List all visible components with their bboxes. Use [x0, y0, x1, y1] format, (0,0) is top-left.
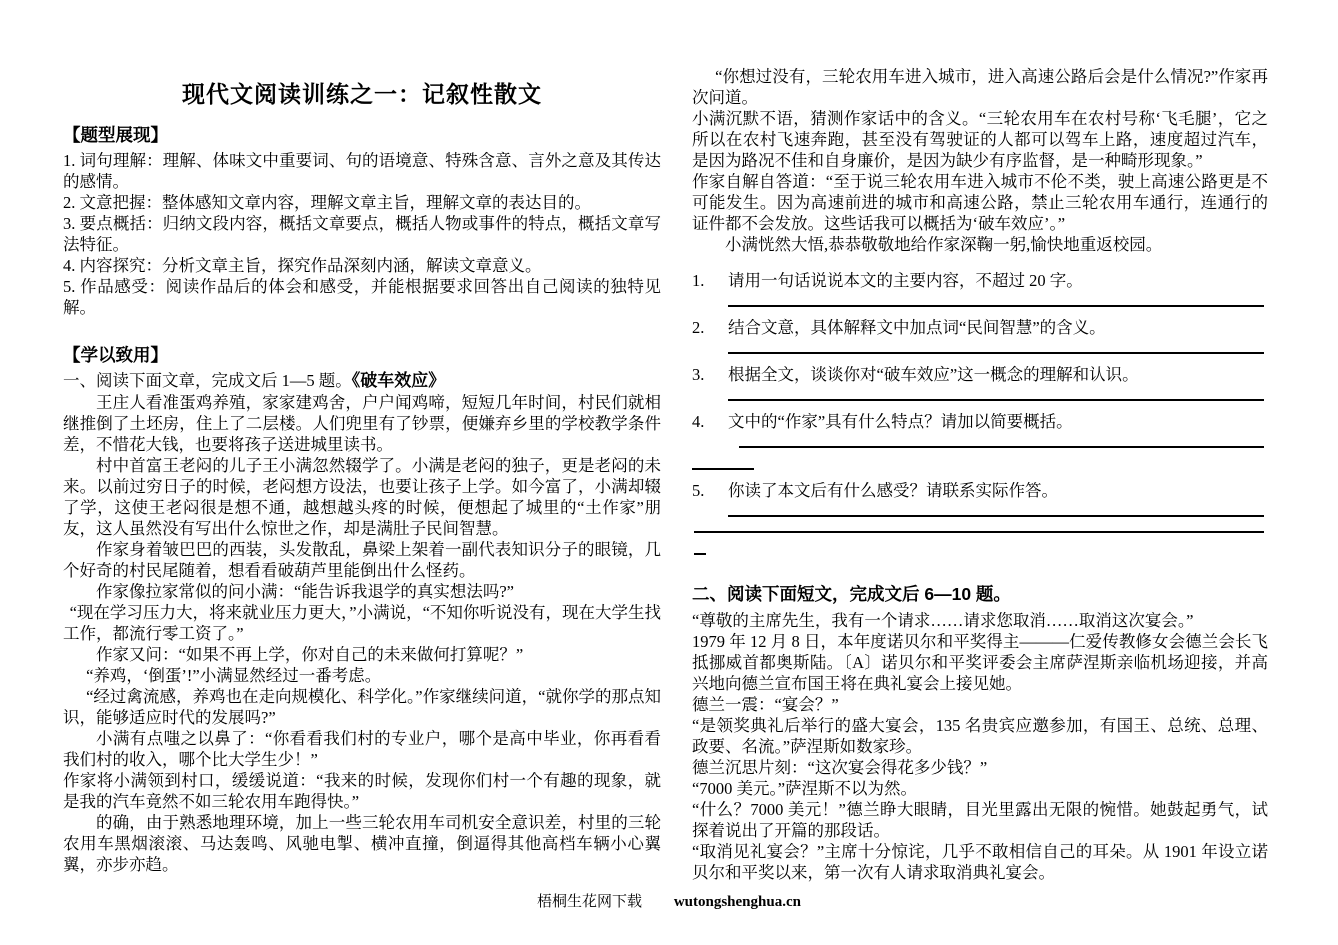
answer-line-q5b	[694, 531, 1264, 533]
question-3-text: 根据全文，谈谈你对“破车效应”这一概念的理解和认识。	[728, 365, 1139, 384]
story2-paragraph-6: “7000 美元。”萨涅斯不以为然。	[692, 779, 918, 798]
question-4	[692, 411, 1268, 432]
footer-site-name: 梧桐生花网下载	[537, 894, 643, 910]
question-2-text: 结合文意，具体解释文中加点词“民间智慧”的含义。	[728, 318, 1106, 337]
type-item-1: 1. 词句理解：理解、体味文中重要词、句的语境意、特殊含意、言外之意及其传达的感情。	[63, 151, 661, 191]
exercise1-intro-text: 一、阅读下面文章，完成文后 1—5 题。	[63, 371, 352, 390]
question-1-text: 请用一句话说说本文的主要内容，不超过 20 字。	[728, 271, 1083, 290]
question-5-text: 你读了本文后有什么感受？请联系实际作答。	[728, 481, 1058, 500]
story1-paragraph-4: 作家像拉家常似的问小满：“能告诉我退学的真实想法吗?”	[96, 582, 514, 601]
story1-paragraph-13: 小满沉默不语，猜测作家话中的含义。“三轮农用车在农村号称‘飞毛腿’，它之所以在农村飞速奔跑，甚至没有驾驶证的人都可以驾车上路，速度超过汽车，是因为路况不佳和自身廉价，是因为缺少有序监督，是一种畸形现象。”	[692, 109, 1268, 170]
story1-paragraph-9: 小满有点嗤之以鼻了：“你看看我们村的专业户，哪个是高中毕业，你再看看我们村的收入，哪个比大学生少！”	[63, 729, 661, 769]
answer-line-q2	[728, 352, 1264, 354]
answer-line-q3	[728, 399, 1264, 401]
story1-paragraph-3: 作家身着皱巴巴的西装，头发散乱，鼻梁上架着一副代表知识分子的眼镜，几个好奇的村民尾随着，想看看破葫芦里能倒出什么怪药。	[63, 540, 661, 580]
answer-line-short	[692, 468, 754, 470]
stray-dash	[694, 553, 706, 555]
story1-paragraph-10: 作家将小满领到村口，缓缓说道：“我来的时候，发现你们村一个有趣的现象，就是我的汽车竟然不如三轮农用车跑得快。”	[63, 771, 661, 811]
question-3-number: 3.	[692, 365, 705, 384]
question-5	[692, 480, 1268, 501]
story2-paragraph-1: “尊敬的主席先生，我有一个请求……请求您取消……取消这次宴会。”	[692, 611, 1194, 630]
story1-paragraph-1: 王庄人看准蛋鸡养殖，家家建鸡舍，户户闻鸡啼，短短几年时间，村民们就相继推倒了土坯房，住上了二层楼。人们兜里有了钞票，便嫌弃乡里的学校教学条件差，不惜花大钱，也要将孩子送进城里读书。	[63, 393, 661, 454]
page-footer	[0, 890, 1338, 911]
question-5-number: 5.	[692, 481, 705, 500]
story1-paragraph-5: “现在学习压力大，将来就业压力更大，”小满说，“不知你听说没有，现在大学生找工作，都流行零工资了。”	[63, 603, 661, 643]
story2-paragraph-8: “取消见礼宴会？”主席十分惊诧，几乎不敢相信自己的耳朵。从 1901 年设立诺贝尔和平奖以来，第一次有人请求取消典礼宴会。	[692, 842, 1268, 882]
answer-line-q5a	[728, 515, 1264, 517]
story1-paragraph-15: 小满恍然大悟,恭恭敬敬地给作家深鞠一躬,愉快地重返校园。	[725, 235, 1163, 254]
question-2	[692, 317, 1268, 338]
story1-paragraph-2: 村中首富王老闷的儿子王小满忽然辍学了。小满是老闷的独子，更是老闷的未来。以前过穷日子的时候，老闷想方设法，也要让孩子上学。如今富了，小满却辍了学，这使王老闷很是想不通，越想越头疼的时候，便想起了城里的“土作家”朋友，这人虽然没有写出什么惊世之作，却是满肚子民间智慧。	[63, 456, 661, 538]
question-3	[692, 364, 1268, 385]
type-item-3: 3. 要点概括：归纳文段内容，概括文章要点，概括人物或事件的特点，概括文章写法特征。	[63, 214, 661, 254]
story1-paragraph-12: “你想过没有，三轮农用车进入城市，进入高速公路后会是什么情况?”作家再次问道。	[692, 67, 1268, 107]
story2-paragraph-4: “是领奖典礼后举行的盛大宴会，135 名贵宾应邀参加，有国王、总统、总理、政要、名流。”萨涅斯如数家珍。	[692, 716, 1268, 756]
question-1	[692, 270, 1268, 291]
story2-paragraph-5: 德兰沉思片刻：“这次宴会得花多少钱？”	[692, 758, 988, 777]
section-header-question-types: 【题型展现】	[63, 125, 168, 145]
page-title: 现代文阅读训练之一：记叙性散文	[182, 81, 542, 107]
type-item-2: 2. 文意把握：整体感知文章内容，理解文章主旨，理解文章的表达目的。	[63, 193, 591, 212]
story1-paragraph-7: “养鸡，‘倒蛋’!”小满显然经过一番考虑。	[86, 666, 382, 685]
answer-line-q4	[739, 446, 1264, 448]
question-4-number: 4.	[692, 412, 705, 431]
right-column	[692, 66, 1268, 883]
story1-paragraph-11: 的确，由于熟悉地理环境，加上一些三轮农用车司机安全意识差，村里的三轮农用车黑烟滚滚、马达轰鸣、风驰电掣、横冲直撞，倒逼得其他高档车辆小心翼翼，亦步亦趋。	[63, 813, 661, 874]
type-item-5: 5. 作品感受：阅读作品后的体会和感受，并能根据要求回答出自己阅读的独特见解。	[63, 277, 661, 317]
question-1-number: 1.	[692, 271, 705, 290]
story1-paragraph-14: 作家自解自答道：“至于说三轮农用车进入城市不伦不类，驶上高速公路更是不可能发生。因为高速前进的城市和高速公路，禁止三轮农用车通行，连通行的证件都不会发放。这些话我可以概括为‘破车效应’。”	[692, 172, 1268, 233]
footer-site-url: wutongshenghua.cn	[673, 894, 801, 910]
section-header-exercise2: 二、阅读下面短文，完成文后 6—10 题。	[692, 584, 1011, 604]
question-list	[692, 270, 1268, 555]
question-4-text: 文中的“作家”具有什么特点？请加以简要概括。	[728, 412, 1073, 431]
story2-paragraph-7: “什么？7000 美元！”德兰睁大眼睛，目光里露出无限的惋惜。她鼓起勇气，试探着说出了开篇的那段话。	[692, 800, 1268, 840]
story1-title: 《破车效应》	[351, 371, 446, 390]
story1-paragraph-6: 作家又问：“如果不再上学，你对自己的未来做何打算呢？”	[96, 645, 524, 664]
left-column	[63, 76, 661, 875]
exercise1-intro	[63, 370, 661, 392]
story1-paragraph-8: “经过禽流感，养鸡也在走向规模化、科学化。”作家继续问道，“就你学的那点知识，能够适应时代的发展吗?”	[63, 687, 661, 727]
answer-line-q1	[728, 305, 1264, 307]
question-2-number: 2.	[692, 318, 705, 337]
type-item-4: 4. 内容探究：分析文章主旨，探究作品深刻内涵，解读文章意义。	[63, 256, 542, 275]
story2-paragraph-3: 德兰一震：“宴会？”	[692, 695, 839, 714]
section-header-practice: 【学以致用】	[63, 345, 168, 365]
story2-paragraph-2: 1979 年 12 月 8 日，本年度诺贝尔和平奖得主———仁爱传教修女会德兰会长飞抵挪威首都奥斯陆。〔A〕诺贝尔和平奖评委会主席萨涅斯亲临机场迎接，并高兴地向德兰宣布国王将在典礼宴会上接见她。	[692, 632, 1268, 693]
